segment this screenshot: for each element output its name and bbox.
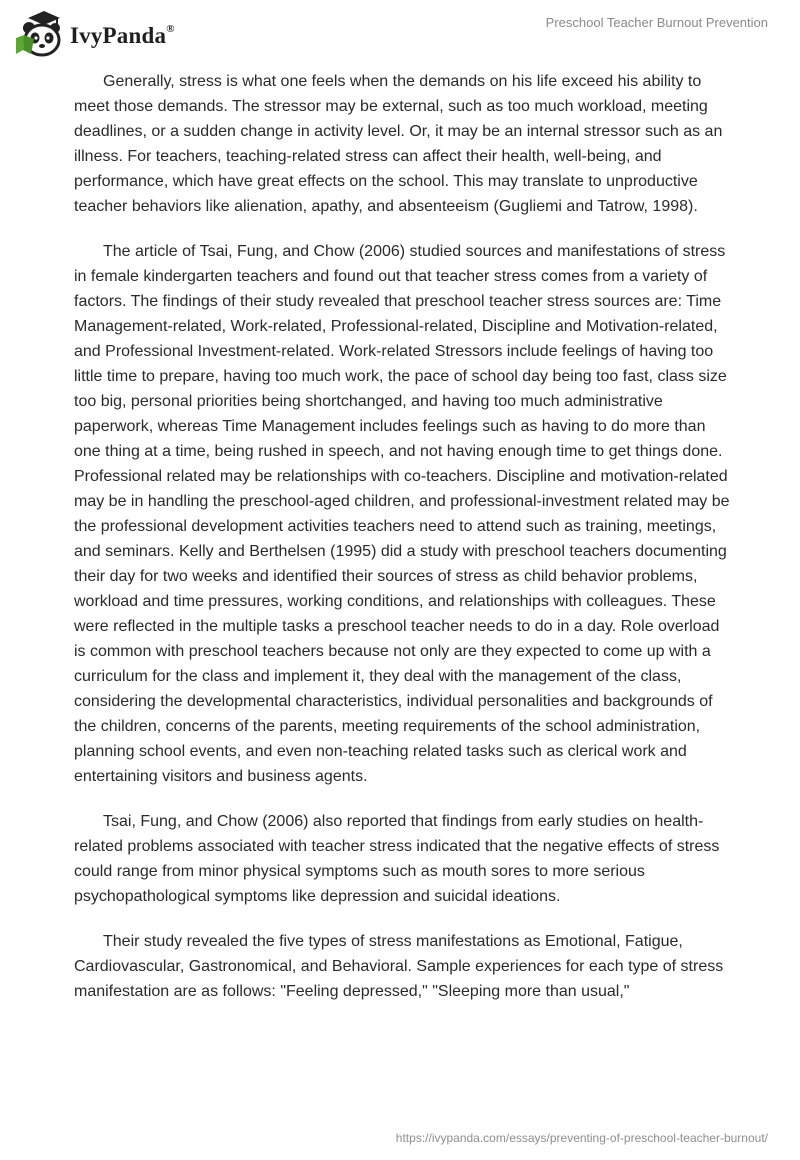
source-url[interactable]: https://ivypanda.com/essays/preventing-of-preschool-teacher-burnout/ — [395, 1131, 768, 1145]
panda-graduate-icon — [14, 10, 64, 60]
ivypanda-logo[interactable] — [14, 10, 175, 60]
brand-name: IvyPanda® — [70, 23, 175, 48]
paragraph: Generally, stress is what one feels when the demands on his life exceed his ability to meet those demands. The stressor may be external, such as too much workload, meeting deadlines, or a sudden change in activity level. Or, it may be an internal stressor such as an illness. For teachers, teaching-related stress can affect their health, well-being, and performance, which have great effects on the school. This may translate to unproductive teacher behaviors like alienation, apathy, and absenteeism (Gugliemi and Tatrow, 1998). — [74, 73, 723, 215]
paragraph: Tsai, Fung, and Chow (2006) also reported that findings from early studies on health-related problems associated with teacher stress indicated that the negative effects of stress could range from minor physical symptoms such as mouth sores to more serious psychopathological symptoms like depression and suicidal ideations. — [74, 813, 720, 905]
paragraph: Their study revealed the five types of stress manifestations as Emotional, Fatigue, Cardiovascular, Gastronomical, and Behavioral. Sample experiences for each type of stress manifestation are as follows: "Feeling depressed," "Sleeping more than usual," — [74, 933, 724, 1000]
essay-body — [74, 69, 734, 1024]
document-title: Preschool Teacher Burnout Prevention — [545, 15, 768, 30]
paragraph: The article of Tsai, Fung, and Chow (2006) studied sources and manifestations of stress in female kindergarten teachers and found out that teacher stress comes from a variety of factors. The findings of their study revealed that preschool teacher stress sources are: Time Management-related, Work-related, Professional-related, Discipline and Motivation-related, and Professional Investment-related. Work-related Stressors include feelings of having too little time to prepare, having too much work, the pace of school day being too fast, class size too big, personal priorities being shortchanged, and having too much administrative paperwork, whereas Time Management includes feelings such as having to do more than one thing at a time, being rushed in speech, and not having enough time to get things done. Professional related may be relationships with co-teachers. Discipline and motivation-related may be in handling the preschool-aged children, and professional-investment related may be the professional development activities teachers need to attend such as training, meetings, and seminars. Kelly and Berthelsen (1995) did a study with preschool teachers documenting their day for two weeks and identified their sources of stress as child behavior problems, workload and time pressures, working conditions, and relationships with colleagues. These were reflected in the multiple tasks a preschool teacher needs to do in a day. Role overload is common with preschool teachers because not only are they expected to come up with a curriculum for the class and implement it, they deal with the management of the class, considering the developmental characteristics, individual personalities and backgrounds of the children, concerns of the parents, meeting requirements of the school administration, planning school events, and even non-teaching related tasks such as clerical work and entertaining visitors and business agents. — [74, 243, 730, 785]
page-header — [0, 0, 800, 80]
